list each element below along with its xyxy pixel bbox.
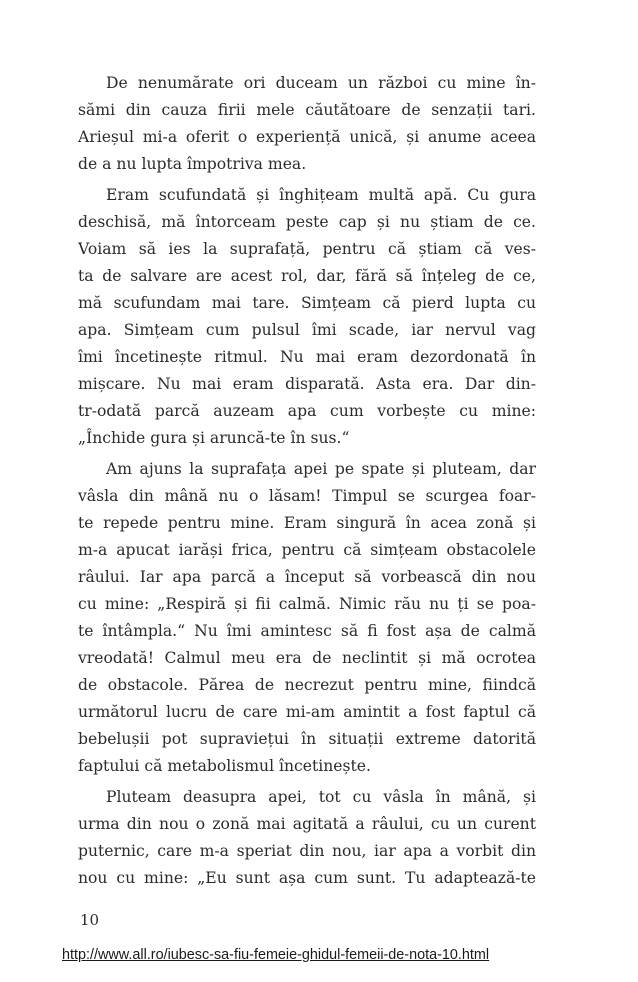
text-line: De nenumărate ori duceam un război cu mine în-: [106, 74, 536, 92]
text-line: Eram scufundată și înghițeam multă apă. Cu gura: [106, 186, 536, 204]
text-line: Voiam să ies la suprafață, pentru că știam că ves-: [78, 240, 536, 258]
text-line: Arieșul mi-a oferit o experiență unică, și anume aceea: [78, 128, 536, 146]
text-line: cu mine: „Respiră și fii calmă. Nimic rău nu ți se poa-: [78, 595, 536, 613]
paragraph-2: [78, 182, 536, 452]
page-number: 10: [80, 911, 100, 929]
paragraph-4: [78, 784, 536, 892]
paragraph-3: [78, 456, 536, 780]
text-line: te întâmpla.“ Nu îmi amintesc să fi fost așa de calmă: [78, 622, 536, 640]
paragraph-1: [78, 70, 536, 178]
text-line: de obstacole. Părea de necrezut pentru mine, fiindcă: [78, 676, 536, 694]
text-line: faptului că metabolismul încetinește.: [78, 757, 371, 775]
text-line: de a nu lupta împotriva mea.: [78, 155, 307, 173]
text-line: nou cu mine: „Eu sunt așa cum sunt. Tu adaptează-te: [78, 869, 536, 887]
text-line: Am ajuns la suprafața apei pe spate și pluteam, dar: [106, 460, 536, 478]
text-line: mișcare. Nu mai eram disparată. Asta era. Dar din-: [78, 375, 536, 393]
text-line: deschisă, mă întorceam peste cap și nu știam de ce.: [78, 213, 536, 231]
text-line: ta de salvare are acest rol, dar, fără să înțeleg de ce,: [78, 267, 536, 285]
text-line: bebelușii pot supraviețui în situații extreme datorită: [78, 730, 536, 748]
text-line: urma din nou o zonă mai agitată a râului, cu un curent: [78, 815, 536, 833]
text-line: apa. Simțeam cum pulsul îmi scade, iar nervul vag: [78, 321, 536, 339]
text-line: îmi încetinește ritmul. Nu mai eram dezordonată în: [78, 348, 536, 366]
text-line: următorul lucru de care mi-am amintit a fost faptul că: [78, 703, 536, 721]
text-line: vâsla din mână nu o lăsam! Timpul se scurgea foar-: [78, 487, 536, 505]
page-body: [78, 70, 536, 896]
text-line: tr-odată parcă auzeam apa cum vorbește cu mine:: [78, 402, 536, 420]
text-line: m-a apucat iarăși frica, pentru că simțeam obstacolele: [78, 541, 536, 559]
text-line: „Închide gura și aruncă-te în sus.“: [78, 429, 350, 447]
text-line: mă scufundam mai tare. Simțeam că pierd lupta cu: [78, 294, 536, 312]
source-url-link[interactable]: http://www.all.ro/iubesc-sa-fiu-femeie-ghidul-femeii-de-nota-10.html: [62, 947, 490, 963]
text-line: puternic, care m-a speriat din nou, iar apa a vorbit din: [78, 842, 536, 860]
text-line: sămi din cauza firii mele căutătoare de senzații tari.: [78, 101, 536, 119]
text-line: te repede pentru mine. Eram singură în acea zonă și: [78, 514, 536, 532]
text-line: Pluteam deasupra apei, tot cu vâsla în mână, și: [106, 788, 536, 806]
text-line: vreodată! Calmul meu era de neclintit și mă ocrotea: [78, 649, 536, 667]
text-line: râului. Iar apa parcă a început să vorbească din nou: [78, 568, 536, 586]
